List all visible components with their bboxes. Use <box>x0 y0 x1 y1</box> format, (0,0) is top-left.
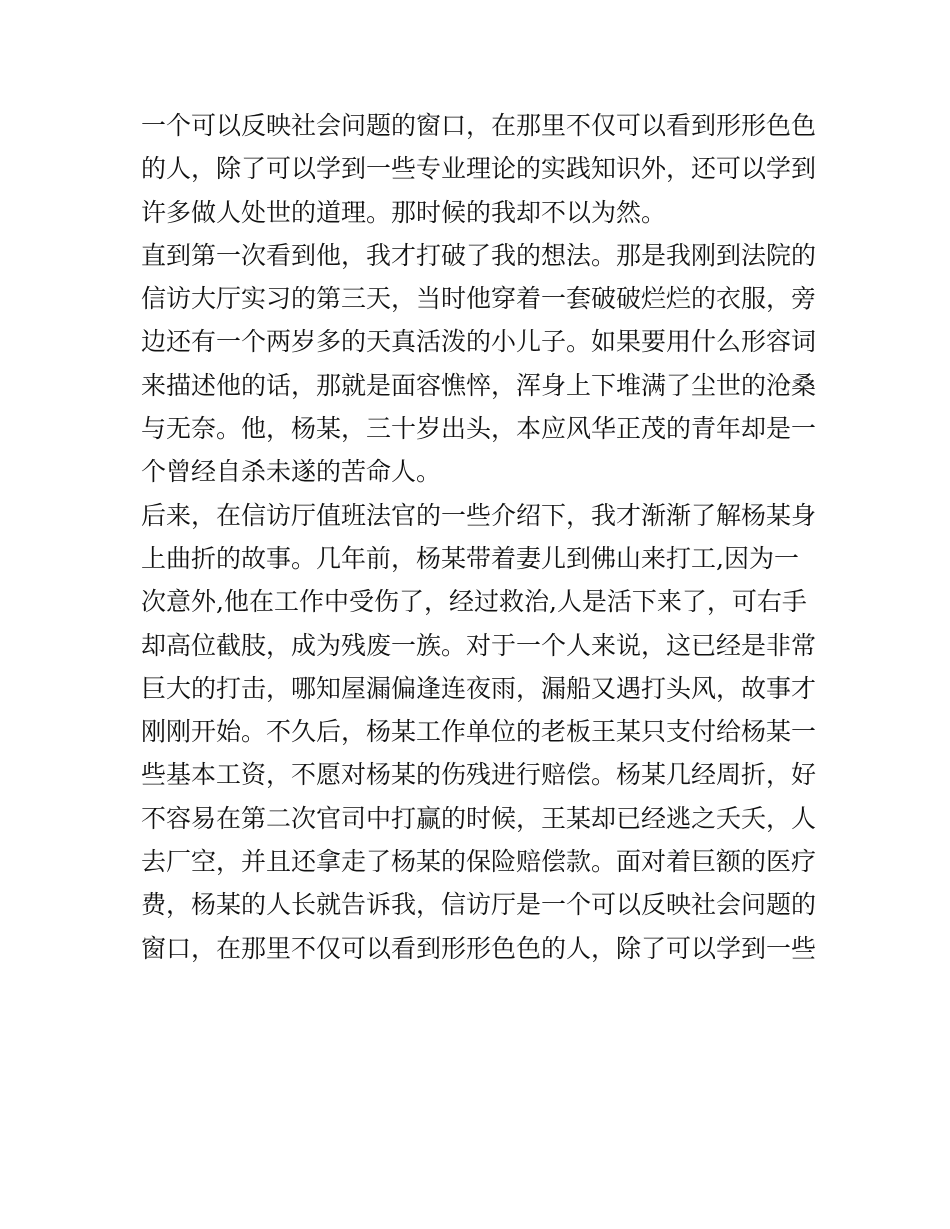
text-line: 后来，在信访厅值班法官的一些介绍下，我才渐渐了解杨某身 <box>141 500 817 530</box>
body-text <box>141 104 821 970</box>
text-line: 刚刚开始。不久后，杨某工作单位的老板王某只支付给杨某一 <box>141 717 817 747</box>
text-line: 不容易在第二次官司中打赢的时候，王某却已经逃之夭夭，人 <box>141 803 817 833</box>
text-line: 次意外,他在工作中受伤了，经过救治,人是活下来了，可右手 <box>141 587 807 617</box>
text-line: 费，杨某的人长就告诉我，信访厅是一个可以反映社会问题的 <box>141 890 817 920</box>
text-line: 来描述他的话，那就是面容憔悴，浑身上下堆满了尘世的沧桑 <box>141 370 817 400</box>
text-line: 边还有一个两岁多的天真活泼的小儿子。如果要用什么形容词 <box>141 327 817 357</box>
text-line: 些基本工资，不愿对杨某的伤残进行赔偿。杨某几经周折，好 <box>141 760 817 790</box>
text-line: 个曾经自杀未遂的苦命人。 <box>141 457 442 487</box>
text-line: 去厂空，并且还拿走了杨某的保险赔偿款。面对着巨额的医疗 <box>141 847 817 877</box>
text-line: 许多做人处世的道理。那时候的我却不以为然。 <box>141 197 667 227</box>
text-line: 的人，除了可以学到一些专业理论的实践知识外，还可以学到 <box>141 154 817 184</box>
text-line: 信访大厅实习的第三天，当时他穿着一套破破烂烂的衣服，旁 <box>141 284 817 314</box>
text-line: 却高位截肢，成为残废一族。对于一个人来说，这已经是非常 <box>141 630 817 660</box>
text-line: 巨大的打击，哪知屋漏偏逢连夜雨，漏船又遇打头风，故事才 <box>141 673 817 703</box>
text-line: 上曲折的故事。几年前，杨某带着妻儿到佛山来打工,因为一 <box>141 543 799 573</box>
text-line: 直到第一次看到他，我才打破了我的想法。那是我刚到法院的 <box>141 240 817 270</box>
text-line: 与无奈。他，杨某，三十岁出头，本应风华正茂的青年却是一 <box>141 414 817 444</box>
text-line: 一个可以反映社会问题的窗口，在那里不仅可以看到形形色色 <box>141 111 817 140</box>
text-line: 窗口，在那里不仅可以看到形形色色的人，除了可以学到一些 <box>141 933 817 963</box>
